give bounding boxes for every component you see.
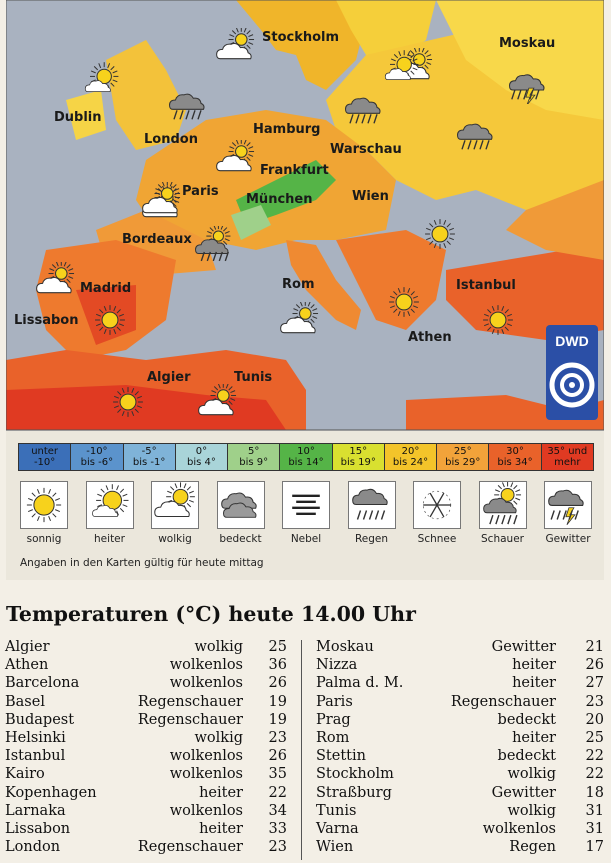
legend-label: Schnee [417, 533, 457, 545]
row-temperature: 26 [585, 657, 604, 674]
row-temperature: 23 [268, 839, 287, 856]
scale-cell-line2: bis -6° [80, 457, 114, 468]
scale-cell-line1: 35° und [547, 446, 588, 457]
legend-item-schauer [473, 481, 533, 545]
map-weather-icon-sonnig [106, 384, 150, 420]
city-label-tunis: Tunis [234, 370, 273, 385]
scale-cell [385, 444, 437, 470]
city-label-istanbul: Istanbul [456, 278, 516, 293]
row-city: Moskau [316, 639, 374, 655]
table-row [5, 838, 287, 856]
table-row [316, 802, 604, 820]
map-weather-icon-wolkig [196, 384, 240, 420]
row-condition: wolkig [507, 802, 556, 819]
scale-cell [124, 444, 176, 470]
table-row [316, 656, 604, 674]
gewitter-icon [544, 481, 592, 529]
legend-label: bedeckt [219, 533, 262, 545]
map-weather-icon-heiter [80, 62, 124, 98]
legend-item-schnee [407, 481, 467, 545]
city-label-muenchen: München [246, 192, 313, 207]
map-weather-icon-wolkig [214, 28, 258, 64]
legend-item-nebel [276, 481, 336, 545]
scale-cell [489, 444, 541, 470]
row-city: Tunis [316, 802, 357, 819]
row-temperature: 25 [268, 639, 287, 655]
legend-label: heiter [94, 533, 125, 545]
row-city: Helsinki [5, 729, 66, 746]
scale-cell-line1: -10° [86, 446, 108, 457]
nebel-icon [282, 481, 330, 529]
row-city: Basel [5, 693, 45, 710]
regen-icon [348, 481, 396, 529]
legend-label: wolkig [158, 533, 192, 545]
row-condition: Regenschauer [137, 711, 243, 728]
map-weather-icon-schauer [192, 226, 236, 262]
row-city: Wien [316, 839, 354, 856]
table-row [5, 674, 287, 692]
row-city: Athen [5, 657, 49, 674]
row-temperature: 23 [268, 729, 287, 746]
city-label-bordeaux: Bordeaux [122, 232, 192, 247]
table-row [316, 638, 604, 656]
row-city: Algier [5, 639, 50, 655]
city-label-hamburg: Hamburg [253, 122, 321, 137]
city-label-madrid: Madrid [80, 281, 132, 296]
row-condition: wolkig [194, 729, 243, 746]
scale-cell-line1: -5° [141, 446, 157, 457]
row-temperature: 21 [585, 639, 604, 655]
city-label-lissabon: Lissabon [14, 313, 79, 328]
scale-cell-line1: 30° [506, 446, 524, 457]
row-condition: wolkenlos [482, 820, 556, 837]
dwd-logo-text: DWD [555, 333, 589, 349]
row-condition: wolkenlos [169, 748, 243, 765]
scale-cell-line2: bis 34° [497, 457, 533, 468]
scale-cell-line2: bis 14° [288, 457, 324, 468]
map-weather-icon-heiter [380, 50, 424, 86]
table-row [316, 838, 604, 856]
scale-cell-line1: 20° [401, 446, 420, 457]
table-column-left [5, 638, 287, 856]
dwd-swirl-icon [546, 355, 598, 415]
row-city: Barcelona [5, 675, 80, 692]
row-temperature: 18 [585, 784, 604, 801]
row-city: Palma d. M. [316, 675, 404, 692]
map-weather-icon-sonnig [88, 302, 132, 338]
table-row [5, 693, 287, 711]
row-condition: wolkenlos [169, 802, 243, 819]
scale-cell [542, 444, 593, 470]
row-condition: Gewitter [491, 639, 556, 655]
table-row [5, 656, 287, 674]
row-city: Straßburg [316, 784, 392, 801]
row-city: Kopenhagen [5, 784, 97, 801]
table-row [316, 693, 604, 711]
map-weather-icon-sonnig [418, 216, 462, 252]
schauer-icon [479, 481, 527, 529]
legend-note: Angaben in den Karten gültig für heute mittag [20, 557, 264, 569]
city-label-athen: Athen [408, 330, 452, 345]
scale-cell-line2: bis 4° [186, 457, 216, 468]
row-temperature: 22 [268, 784, 287, 801]
table-row [5, 729, 287, 747]
wolkig-icon [151, 481, 199, 529]
row-city: Paris [316, 693, 353, 710]
table-row [316, 747, 604, 765]
city-label-moskau: Moskau [499, 36, 556, 51]
row-temperature: 31 [585, 820, 604, 837]
row-condition: heiter [512, 729, 556, 746]
row-temperature: 22 [585, 748, 604, 765]
row-temperature: 17 [585, 839, 604, 856]
row-condition: wolkenlos [169, 657, 243, 674]
row-condition: wolkig [507, 766, 556, 783]
dwd-logo [546, 325, 598, 420]
legend-label: Nebel [290, 533, 322, 545]
row-temperature: 35 [268, 766, 287, 783]
scale-cell-line2: -10° [33, 457, 56, 468]
row-condition: bedeckt [497, 711, 556, 728]
row-temperature: 26 [268, 675, 287, 692]
table-title: Temperaturen (°C) heute 14.00 Uhr [6, 602, 416, 626]
scale-cell [280, 444, 332, 470]
city-label-dublin: Dublin [54, 110, 102, 125]
row-condition: Regen [509, 839, 556, 856]
table-row [316, 784, 604, 802]
sonnig-icon [20, 481, 68, 529]
row-condition: wolkenlos [169, 766, 243, 783]
map-weather-icon-sonnig [476, 302, 520, 338]
row-temperature: 34 [268, 802, 287, 819]
row-condition: heiter [512, 657, 556, 674]
row-temperature: 20 [585, 711, 604, 728]
legend-label: sonnig [26, 533, 62, 545]
scale-cell-line1: 25° [453, 446, 472, 457]
city-label-algier: Algier [147, 370, 191, 385]
table-row [316, 765, 604, 783]
scale-cell-line2: bis 29° [445, 457, 481, 468]
map-weather-icon-wolkig [278, 302, 322, 338]
map-weather-icon-wolkig [34, 262, 78, 298]
map-weather-icon-regen [342, 92, 386, 128]
row-city: Kairo [5, 766, 45, 783]
legend-item-regen [342, 481, 402, 545]
scale-cell-line1: 10° [297, 446, 315, 457]
column-divider [301, 640, 302, 860]
legend-item-bedeckt [211, 481, 271, 545]
map-weather-icon-wolkig [140, 182, 184, 218]
row-temperature: 36 [268, 657, 287, 674]
legend-label: Schauer [481, 533, 524, 545]
temperature-table [0, 580, 611, 863]
legend-item-gewitter [538, 481, 598, 545]
row-condition: wolkig [194, 639, 243, 655]
row-condition: Regenschauer [450, 693, 556, 710]
heiter-icon [86, 481, 134, 529]
scale-cell [333, 444, 385, 470]
schnee-icon [413, 481, 461, 529]
table-row [316, 711, 604, 729]
legend-item-wolkig [145, 481, 205, 545]
legend-label: Gewitter [545, 533, 591, 545]
row-city: Budapest [5, 711, 75, 728]
scale-cell [19, 444, 71, 470]
scale-cell-line2: bis -1° [132, 457, 166, 468]
row-city: Istanbul [5, 748, 66, 765]
row-city: Prag [316, 711, 351, 728]
city-label-rom: Rom [282, 277, 315, 292]
city-label-warschau: Warschau [330, 142, 402, 157]
row-condition: Regenschauer [137, 839, 243, 856]
map-legend [6, 430, 604, 581]
row-condition: heiter [199, 820, 243, 837]
row-city: Stockholm [316, 766, 394, 783]
table-row [5, 711, 287, 729]
table-row [5, 820, 287, 838]
temperature-scale [18, 443, 594, 471]
row-condition: Regenschauer [137, 693, 243, 710]
table-row [5, 765, 287, 783]
legend-label: Regen [354, 533, 389, 545]
city-label-frankfurt: Frankfurt [260, 163, 329, 178]
scale-cell-line2: mehr [554, 457, 581, 468]
row-temperature: 25 [585, 729, 604, 746]
weather-map [6, 0, 604, 430]
scale-cell-line2: bis 9° [239, 457, 269, 468]
row-temperature: 31 [585, 802, 604, 819]
row-city: Varna [316, 820, 359, 837]
row-temperature: 19 [268, 693, 287, 710]
row-city: Stettin [316, 748, 366, 765]
row-temperature: 22 [585, 766, 604, 783]
table-row [5, 747, 287, 765]
bedeckt-icon [217, 481, 265, 529]
city-label-wien: Wien [352, 189, 389, 204]
map-weather-icon-gewitter [506, 68, 550, 104]
scale-cell [437, 444, 489, 470]
row-temperature: 33 [268, 820, 287, 837]
scale-cell-line1: 5° [248, 446, 260, 457]
map-weather-icon-regen [454, 118, 498, 154]
row-city: Lissabon [5, 820, 71, 837]
row-temperature: 26 [268, 748, 287, 765]
map-weather-icon-wolkig [214, 140, 258, 176]
table-row [5, 802, 287, 820]
city-label-paris: Paris [182, 184, 219, 199]
scale-cell-line2: bis 24° [392, 457, 429, 468]
city-label-london: London [144, 132, 198, 147]
scale-cell [228, 444, 280, 470]
row-condition: bedeckt [497, 748, 556, 765]
row-condition: wolkenlos [169, 675, 243, 692]
scale-cell-line1: 15° [349, 446, 368, 457]
row-city: Larnaka [5, 802, 66, 819]
row-temperature: 19 [268, 711, 287, 728]
scale-cell [71, 444, 123, 470]
row-temperature: 23 [585, 693, 604, 710]
weather-symbol-legend [14, 481, 598, 553]
scale-cell-line1: 0° [195, 446, 208, 457]
scale-cell-line2: bis 19° [340, 457, 376, 468]
city-label-stockholm: Stockholm [262, 30, 340, 45]
scale-cell-line1: unter [31, 446, 59, 457]
row-city: Rom [316, 729, 350, 746]
scale-cell [176, 444, 228, 470]
map-weather-icon-regen [166, 88, 210, 124]
legend-item-sonnig [14, 481, 74, 545]
row-city: Nizza [316, 657, 358, 674]
row-city: London [5, 839, 61, 856]
map-weather-icon-sonnig [382, 284, 426, 320]
row-condition: heiter [512, 675, 556, 692]
table-row [316, 674, 604, 692]
table-row [316, 729, 604, 747]
row-condition: Gewitter [491, 784, 556, 801]
table-column-right [316, 638, 604, 856]
row-temperature: 27 [585, 675, 604, 692]
row-condition: heiter [199, 784, 243, 801]
table-row [316, 820, 604, 838]
table-row [5, 638, 287, 656]
table-row [5, 784, 287, 802]
legend-item-heiter [80, 481, 140, 545]
